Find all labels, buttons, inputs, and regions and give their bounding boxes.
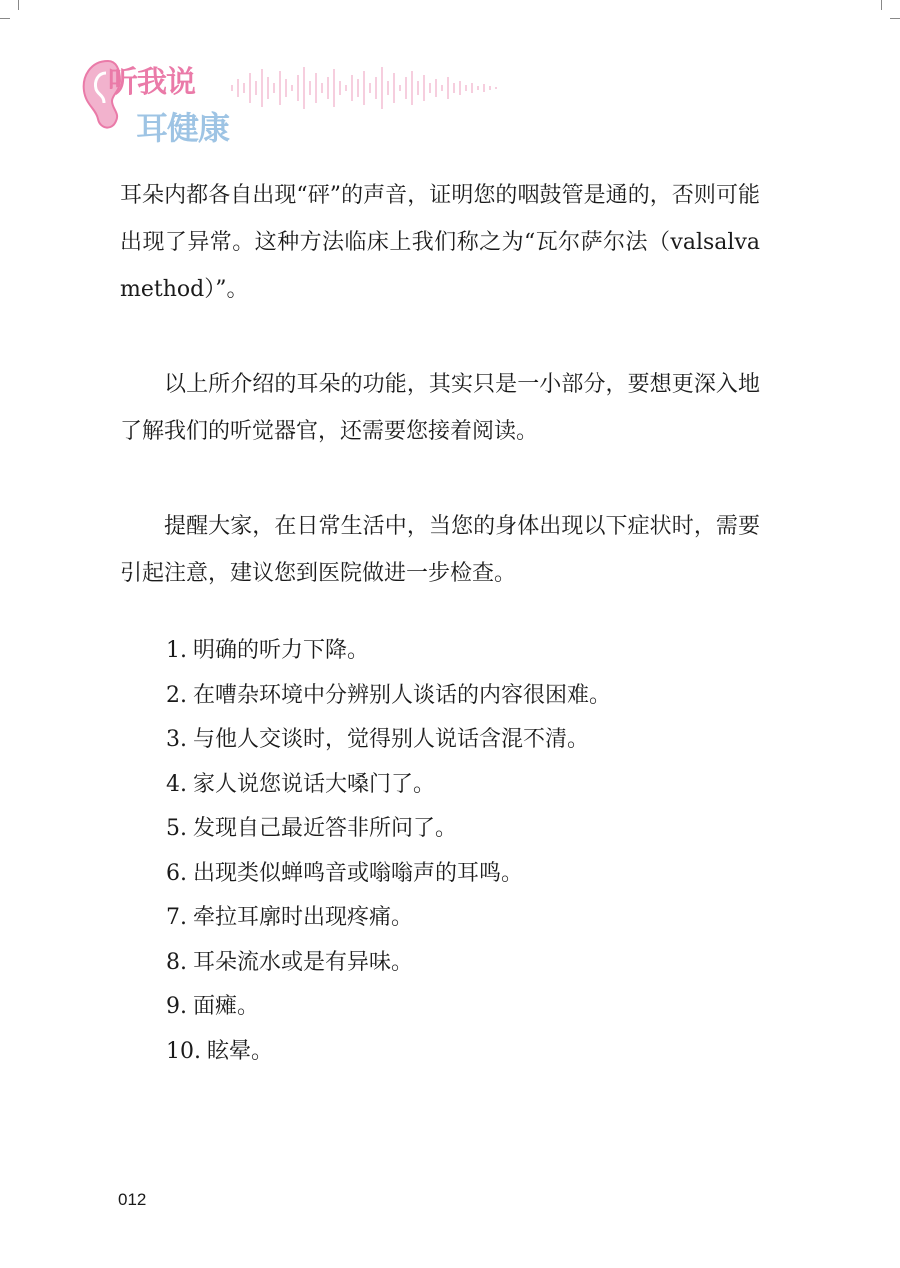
page-number: 012 — [118, 1190, 147, 1209]
list-item — [166, 941, 760, 986]
list-number: 10. — [166, 1038, 201, 1064]
list-text: 眩晕。 — [207, 1038, 274, 1064]
list-number: 2. — [166, 682, 187, 708]
list-number: 6. — [166, 860, 187, 886]
crop-mark — [881, 0, 882, 10]
list-number: 5. — [166, 816, 187, 841]
list-text: 牵拉耳廓时出现疼痛。 — [193, 905, 414, 930]
page-body — [120, 172, 760, 1074]
crop-mark — [890, 18, 900, 19]
list-item — [166, 807, 760, 852]
crop-mark — [18, 0, 19, 10]
list-item — [166, 852, 760, 897]
list-item — [166, 896, 760, 941]
list-text: 明确的听力下降。 — [193, 638, 370, 663]
list-number: 1. — [166, 638, 187, 663]
list-text: 发现自己最近答非所问了。 — [193, 816, 458, 841]
header-logo — [78, 55, 478, 155]
list-text: 在嘈杂环境中分辨别人谈话的内容很困难。 — [193, 682, 612, 708]
list-text: 面瘫。 — [193, 994, 260, 1019]
list-item — [166, 985, 760, 1030]
symptom-list — [120, 629, 760, 1074]
list-number: 9. — [166, 994, 187, 1019]
list-text: 与他人交谈时，觉得别人说话含混不清。 — [193, 727, 590, 752]
list-item — [166, 674, 760, 719]
sound-wave-graphic — [228, 63, 548, 113]
logo-title-line2: 耳健康 — [136, 109, 230, 147]
list-text: 出现类似蝉鸣音或嗡嗡声的耳鸣。 — [193, 860, 524, 886]
list-item — [166, 718, 760, 763]
logo-title-line1: 听我说 — [108, 65, 195, 100]
list-item — [166, 763, 760, 808]
paragraph: 以上所介绍的耳朵的功能，其实只是一小部分，要想更深入地了解我们的听觉器官，还需要您接着阅读。 — [120, 372, 760, 444]
list-number: 8. — [166, 949, 187, 975]
paragraph: 耳朵内都各自出现“砰”的声音，证明您的咽鼓管是通的，否则可能出现了异常。这种方法临床上我们称之为“瓦尔萨尔法（valsalva method）”。 — [120, 183, 760, 302]
list-number: 7. — [166, 905, 187, 930]
paragraph: 提醒大家，在日常生活中，当您的身体出现以下症状时，需要引起注意，建议您到医院做进一步检查。 — [120, 514, 760, 586]
list-item — [166, 629, 760, 674]
list-text: 耳朵流水或是有异味。 — [193, 949, 414, 975]
list-item — [166, 1030, 760, 1075]
list-text: 家人说您说话大嗓门了。 — [193, 771, 436, 797]
crop-mark — [0, 18, 10, 19]
list-number: 4. — [166, 771, 187, 797]
list-number: 3. — [166, 727, 187, 752]
